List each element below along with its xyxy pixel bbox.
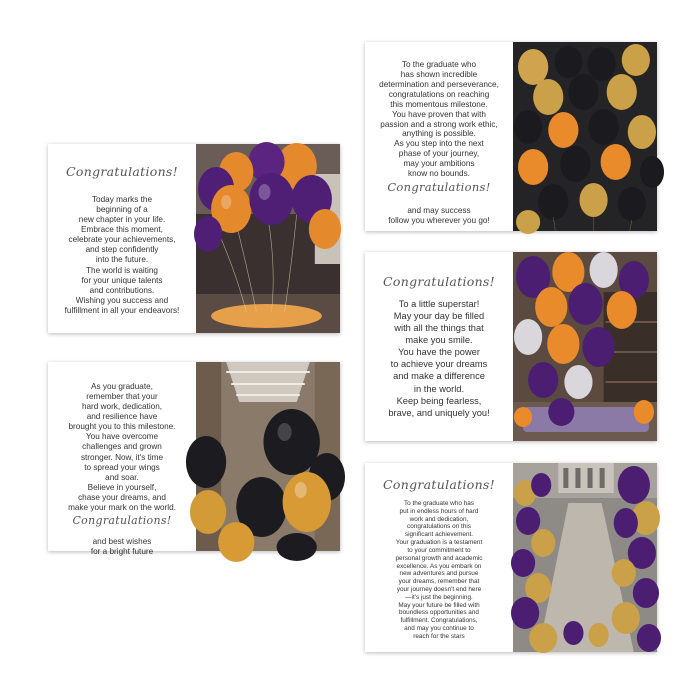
card-message: To a little superstar! May your day be filled with all the things that make you smile. You have the power to achieve your dreams and make a difference in the world. Keep being fearless, brave, and uniquely you! <box>388 299 490 418</box>
card-text-panel <box>48 144 196 333</box>
card-closing: and may success follow you wherever you go! <box>388 206 490 225</box>
greeting-card-1 <box>48 144 340 333</box>
card-message: To the graduate who has shown incredible determination and perseverance, congratulations on reaching this momentous milestone. You have proven that with passion and a strong work ethic, anything is possible. As you step into the next phase of your journey, may your ambitions know no bounds. <box>379 60 499 179</box>
balloon-photo <box>196 144 340 333</box>
greeting-card-5 <box>365 463 657 652</box>
card-title: Congratulations! <box>383 477 495 492</box>
card-message: Today marks the beginning of a new chapter in your life. Embrace this moment, celebrate your achievements, and step confidently into the future. The world is waiting for your unique talents and contributions. Wishing you success and fulfillment in all your endeavors! <box>64 195 180 315</box>
card-closing: and best wishes for a bright future <box>90 537 154 557</box>
card-text-panel <box>48 362 196 557</box>
card-title: Congratulations! <box>66 164 178 179</box>
card-title: Congratulations! <box>72 514 172 528</box>
card-text-panel <box>365 463 513 652</box>
balloon-photo <box>196 362 340 551</box>
greeting-card-3 <box>365 42 657 231</box>
card-title: Congratulations! <box>387 180 491 195</box>
greeting-card-4 <box>365 252 657 441</box>
card-text-panel <box>365 42 513 231</box>
card-message: To the graduate who has put in endless hours of hard work and dedication, congratulations on this significant achievement. Your graduation is a testament to your commitment to personal growth and academic excellence. As you embark on new adventures and pursue your dreams, remember that your journey doesn't end here —it's just the beginning. May your future be filled with boundless opportunities and fulfillment. Congratulations, and may you continue to reach for the stars <box>395 500 483 640</box>
balloon-photo <box>513 42 657 231</box>
card-title: Congratulations! <box>383 274 495 289</box>
balloon-photo <box>513 463 657 652</box>
greeting-card-2 <box>48 362 340 557</box>
card-message: As you graduate, remember that your hard work, dedication, and resilience have brought you to this milestone. You have overcome challenges and grown stronger. Now, it's time to spread your wings and soar. Believe in yourself, chase your dreams, and make your mark on the world. <box>68 382 176 512</box>
card-text-panel <box>365 252 513 441</box>
balloon-photo <box>513 252 657 441</box>
